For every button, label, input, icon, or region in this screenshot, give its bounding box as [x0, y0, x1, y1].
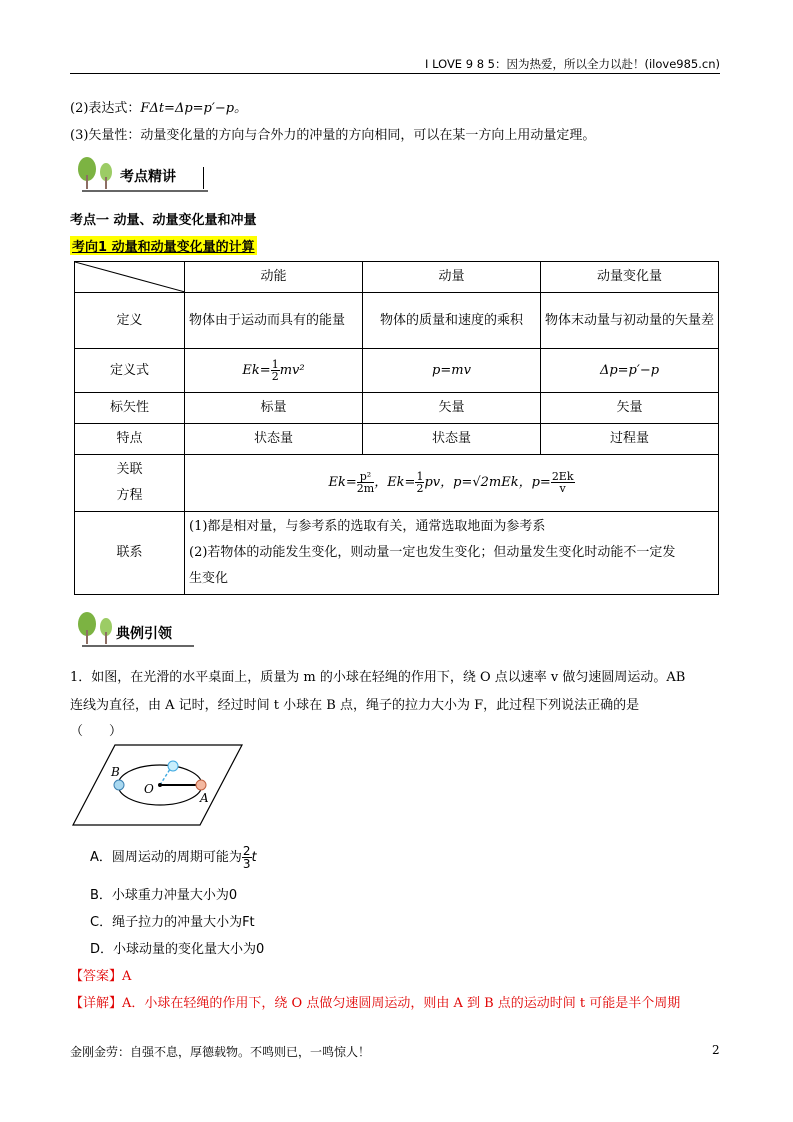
vector-change: 矢量	[541, 393, 719, 424]
section-heading-dianli	[74, 612, 208, 648]
row-label-link: 联系	[75, 512, 185, 595]
detail-line	[70, 992, 680, 1011]
section-title: 考点精讲	[120, 169, 176, 185]
row-label-relation: 关联 方程	[75, 455, 185, 512]
row-label-formula: 定义式	[75, 349, 185, 393]
page-footer: 金刚金劳：自强不息，厚德载物。不鸣则已，一鸣惊人！	[70, 1045, 371, 1059]
feature-kinetic: 状态量	[185, 424, 363, 455]
table-surface	[73, 745, 242, 825]
header-momentum-change: 动量变化量	[541, 262, 719, 293]
section-heading-kaodian	[74, 157, 208, 193]
formula-momentum: p=mv	[363, 349, 541, 393]
fraction: $\frac{1}{2}$	[271, 357, 279, 383]
feature-change: 过程量	[541, 424, 719, 455]
section-underline	[82, 645, 194, 647]
vector-momentum: 矢量	[363, 393, 541, 424]
header-divider	[70, 73, 720, 74]
formula-kinetic: Ek= $\frac{1}{2}$ mv²	[185, 349, 363, 393]
diagonal-header-cell	[75, 262, 185, 293]
tree-icon	[74, 612, 118, 644]
feature-momentum: 状态量	[363, 424, 541, 455]
relation-formulas: Ek= $\frac{\text{p²}}{2m}$ ，Ek= $\frac{1}{2}$ pv，p=√2mEk，p= $\frac{2Ek}{v}$	[185, 455, 719, 512]
diagonal-line	[75, 262, 185, 292]
section-underline	[82, 190, 208, 192]
option-a[interactable]: A．圆周运动的周期可能为 $\frac{2}{3}$ t	[90, 844, 257, 871]
row-label-vector: 标矢性	[75, 393, 185, 424]
detail-text: A．小球在轻绳的作用下，绕 O 点做匀速圆周运动，则由 A 到 B 点的运动时间 t 可能是半个周期	[122, 996, 681, 1011]
option-b[interactable]: B．小球重力冲量大小为0	[90, 888, 238, 903]
fraction: $\frac{2}{3}$	[242, 844, 251, 871]
expression-formula: FΔt=Δp=p′−p。	[140, 101, 248, 116]
tree-icon	[74, 157, 118, 189]
definition-momentum: 物体的质量和速度的乘积	[363, 293, 541, 349]
center-point	[158, 783, 162, 787]
option-c[interactable]: C．绳子拉力的冲量大小为Ft	[90, 915, 255, 930]
question-line-2: 连线为直径，由 A 记时，经过时间 t 小球在 B 点，绳子的拉力大小为 F，此过程下列说法正确的是	[70, 698, 640, 713]
formula-change: Δp=p′−p	[541, 349, 719, 393]
row-label-definition: 定义	[75, 293, 185, 349]
label-b: B	[111, 765, 120, 779]
ball-a	[196, 780, 206, 790]
vector-kinetic: 标量	[185, 393, 363, 424]
page-number: 2	[712, 1043, 720, 1057]
section-title: 典例引领	[116, 626, 172, 642]
expression-line: (2)表达式：FΔt=Δp=p′−p。	[70, 101, 248, 116]
label-o: O	[144, 782, 154, 796]
ball-moving	[168, 761, 178, 771]
detail-label: 【详解】	[70, 996, 123, 1011]
header-momentum: 动量	[363, 262, 541, 293]
cursor-bar	[203, 167, 204, 189]
link-content: (1)都是相对量，与参考系的选取有关，通常选取地面为参考系 (2)若物体的动能发生变化，则动量一定也发生变化；但动量发生变化时动能不一定发 生变化	[185, 512, 719, 595]
answer-line	[70, 965, 131, 984]
answer-label: 【答案】	[70, 969, 123, 984]
kaodian-title: 考点一 动量、动量变化量和冲量	[70, 213, 257, 228]
definition-kinetic: 物体由于运动而具有的能量	[185, 293, 363, 349]
ball-b	[114, 780, 124, 790]
label-a: A	[200, 791, 209, 805]
circular-motion-figure	[70, 743, 245, 828]
vector-line: (3)矢量性：动量变化量的方向与合外力的冲量的方向相同，可以在某一方向上用动量定理。	[70, 128, 596, 143]
question-line-1: 1．如图，在光滑的水平桌面上，质量为 m 的小球在轻绳的作用下，绕 O 点以速率 v 做匀速圆周运动。AB	[70, 670, 686, 685]
question-line-3: （ ）	[70, 724, 123, 739]
definition-change: 物体末动量与初动量的矢量差	[541, 293, 719, 349]
answer-value: A	[122, 969, 132, 984]
header-kinetic-energy: 动能	[185, 262, 363, 293]
row-label-feature: 特点	[75, 424, 185, 455]
comparison-table	[74, 261, 719, 595]
kaoxiang-title: 考向1 动量和动量变化量的计算	[70, 236, 257, 255]
option-d[interactable]: D．小球动量的变化量大小为0	[90, 942, 265, 957]
page-header: I LOVE 9 8 5：因为热爱，所以全力以赴！(ilove985.cn)	[425, 57, 720, 71]
